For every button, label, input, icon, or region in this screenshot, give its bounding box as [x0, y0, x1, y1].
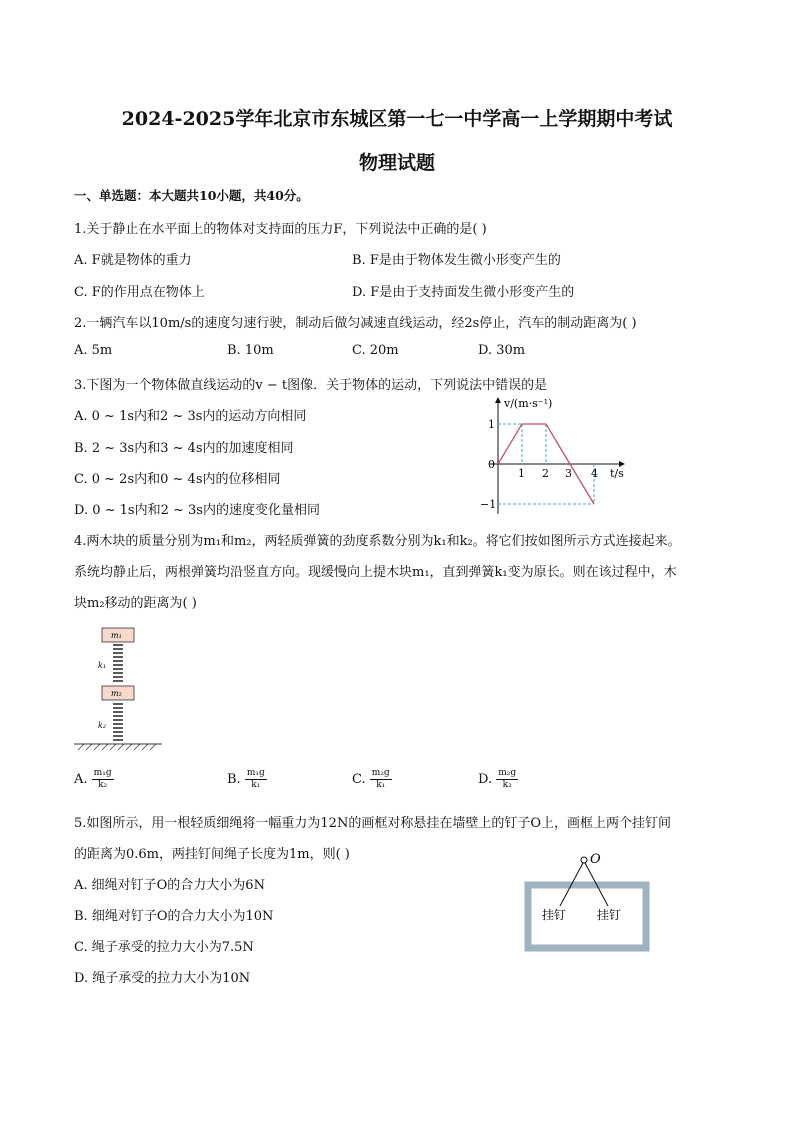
q2-stem: 2.一辆汽车以10m/s的速度匀速行驶，制动后做匀减速直线运动，经2s停止，汽车的制动距离为( ) — [74, 316, 637, 331]
block-m1-label: m₁ — [111, 631, 122, 640]
q4-option-b: B. $\frac{\text{m₁g}}{\text{k₁}}$ — [227, 768, 265, 790]
q5-stem-line2: 的距离为0.6m，两挂钉间绳子长度为1m，则( ) — [74, 847, 350, 862]
q4-spring-figure — [70, 622, 170, 754]
q4-stem-line1: 4.两木块的质量分别为m₁和m₂，两轻质弹簧的劲度系数分别为k₁和k₂。将它们按如图所示方式连接起来。 — [74, 534, 681, 549]
q2-option-d: D. 30m — [478, 343, 526, 358]
y-tick-label: 1 — [488, 418, 495, 431]
q3-option-b: B. 2 ~ 3s内和3 ~ 4s内的加速度相同 — [74, 441, 294, 456]
q4-option-a: A. $\frac{\text{m₁g}}{\text{k₂}}$ — [74, 768, 112, 790]
q3-option-a: A. 0 ~ 1s内和2 ~ 3s内的运动方向相同 — [74, 409, 307, 424]
peg-right-label: 挂钉 — [597, 908, 622, 922]
spring-k2 — [113, 704, 123, 740]
x-tick-label: 1 — [518, 467, 525, 480]
nail-o — [581, 857, 587, 863]
q1-stem: 1.关于静止在水平面上的物体对支持面的压力F，下列说法中正确的是( ) — [74, 222, 487, 237]
section-heading: 一、单选题：本大题共10小题，共40分。 — [74, 188, 309, 203]
q5-option-d: D. 绳子承受的拉力大小为10N — [74, 971, 251, 986]
ground-hatch — [78, 744, 156, 750]
q5-option-c: C. 绳子承受的拉力大小为7.5N — [74, 940, 254, 955]
x-axis-label: t/s — [610, 467, 624, 480]
spring-k1-label: k₁ — [98, 661, 107, 670]
q4-option-d: D. $\frac{\text{m₂g}}{\text{k₂}}$ — [478, 768, 517, 790]
spring-k1 — [113, 645, 123, 681]
q1-option-a: A. F就是物体的重力 — [74, 253, 192, 268]
q3-option-d: D. 0 ~ 1s内和2 ~ 3s内的速度变化量相同 — [74, 503, 320, 518]
q3-stem: 3.下图为一个物体做直线运动的v − t图像．关于物体的运动，下列说法中错误的是 — [74, 378, 548, 393]
q1-option-c: C. F的作用点在物体上 — [74, 285, 205, 300]
peg-left-label: 挂钉 — [542, 908, 567, 922]
q3-vt-graph — [470, 392, 630, 522]
q5-option-b: B. 细绳对钉子O的合力大小为10N — [74, 909, 274, 924]
x-tick-label: 3 — [565, 467, 572, 480]
q1-option-d: D. F是由于支持面发生微小形变产生的 — [352, 285, 575, 300]
q2-option-b: B. 10m — [227, 343, 274, 358]
q1-option-b: B. F是由于物体发生微小形变产生的 — [352, 253, 561, 268]
q4-option-c: C. $\frac{\text{m₂g}}{\text{k₁}}$ — [352, 768, 390, 790]
fraction: $\frac{\text{m₁g}}{\text{k₂}}$ — [93, 768, 112, 790]
block-m2-label: m₂ — [111, 689, 122, 698]
q4-stem-line2: 系统均静止后，两根弹簧均沿竖直方向。现缓慢向上提木块m₁，直到弹簧k₁变为原长。则在该过程中，木 — [74, 565, 677, 580]
y-tick-label: 0 — [488, 458, 495, 471]
q5-frame-figure — [520, 848, 655, 956]
q2-option-c: C. 20m — [352, 343, 399, 358]
y-tick-label: −1 — [480, 498, 497, 511]
page-title: 2024-2025学年北京市东城区第一七一中学高一上学期期中考试 — [121, 108, 673, 130]
y-axis-label: v/(m·s⁻¹) — [504, 397, 553, 410]
fraction: $\frac{\text{m₂g}}{\text{k₁}}$ — [371, 768, 390, 790]
q5-option-a: A. 细绳对钉子O的合力大小为6N — [74, 878, 265, 893]
q5-stem-line1: 5.如图所示，用一根轻质细绳将一幅重力为12N的画框对称悬挂在墙壁上的钉子O上，画框上两个挂钉间 — [74, 816, 671, 831]
nail-label: O — [590, 852, 601, 867]
spring-k2-label: k₂ — [98, 721, 107, 730]
fraction: $\frac{\text{m₁g}}{\text{k₁}}$ — [246, 768, 265, 790]
q2-option-a: A. 5m — [74, 343, 113, 358]
q4-stem-line3: 块m₂移动的距离为( ) — [74, 596, 197, 611]
x-tick-label: 4 — [591, 467, 598, 480]
page-subtitle: 物理试题 — [358, 152, 435, 174]
x-tick-label: 2 — [542, 467, 549, 480]
q3-option-c: C. 0 ~ 2s内和0 ~ 4s内的位移相同 — [74, 472, 281, 487]
fraction: $\frac{\text{m₂g}}{\text{k₂}}$ — [498, 768, 517, 790]
